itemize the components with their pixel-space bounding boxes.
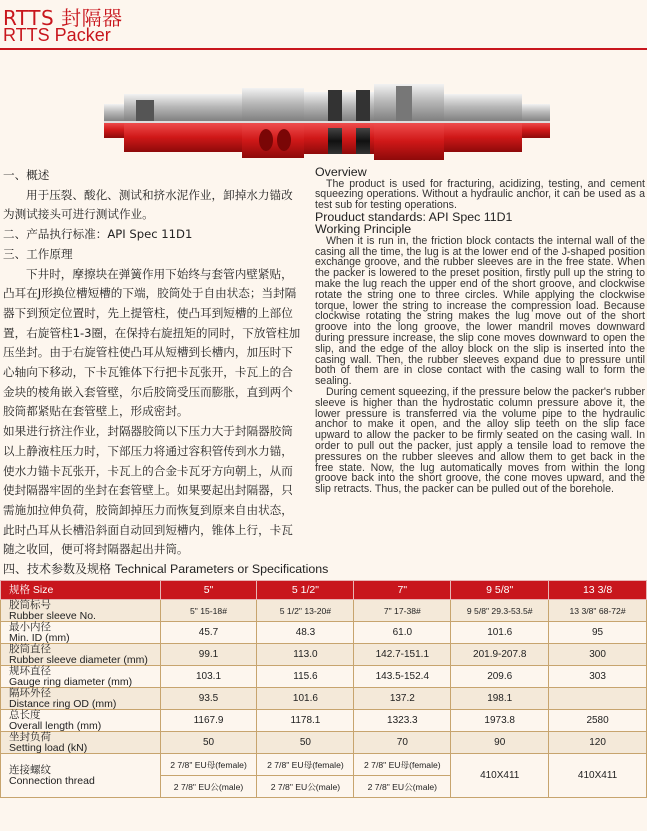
table-cell: 2 7/8" EU母(female) [257, 754, 354, 776]
table-cell: 50 [257, 732, 354, 754]
table-cell: 209.6 [451, 666, 549, 688]
table-row-thread-female [1, 754, 647, 776]
table-row [1, 600, 647, 622]
table-cell: 2 7/8" EU公(male) [257, 776, 354, 798]
english-description [315, 166, 645, 495]
table-cell: 2 7/8" EU母(female) [354, 754, 451, 776]
packer-illustration [96, 70, 556, 170]
header-size: 5" [160, 581, 257, 600]
table-cell: 61.0 [354, 622, 451, 644]
table-cell: 201.9-207.8 [451, 644, 549, 666]
table-cell: 410X411 [549, 754, 647, 798]
row-label-en: Overall length (mm) [9, 719, 102, 732]
table-cell: 142.7-151.1 [354, 644, 451, 666]
table-cell: 115.6 [257, 666, 354, 688]
table-cell: 5" 15-18# [160, 600, 257, 622]
section-overview-en: Overview [315, 165, 367, 179]
chinese-description [3, 166, 303, 560]
principle-p2-cn: 如果进行挤注作业，封隔器胶筒以下压力大于封隔器胶筒以上静液柱压力时，下部压力将通过容积管传到水力锚，使水力锚卡瓦张开，卡瓦上的合金卡瓦牙方向朝上，从而使封隔器牢固的坐封在套管壁上。如果要起出封隔器，只需施加拉伸负荷，胶筒卸掉压力而恢复到原来自由状态，此时凸耳从长槽沿斜面自动回到短槽内，锥体上行，卡瓦随之收回，便可将封隔器起出井筒。 [3, 424, 293, 557]
table-cell: 99.1 [160, 644, 257, 666]
section-principle-cn: 三、工作原理 [3, 246, 73, 261]
section-principle-en: Working Principle [315, 222, 412, 237]
section-overview-cn: 一、概述 [3, 168, 50, 182]
section-standards-en: Prouduct standards: API Spec 11D1 [315, 209, 513, 224]
table-cell: 101.6 [257, 688, 354, 710]
overview-body-en: The product is used for fracturing, acidizing, testing, and cement squeezing operations. Without a hydraulic anchor, it can be used as a test sub for testing operations. [315, 177, 645, 212]
principle-p1-en: When it is run in, the friction block contacts the internal wall of the casing all the time, the lug is at the lower end of the J-shaped position exchange groove, and the rubber sleeves are in the free state. When the packer is lowered to the preset position, firstly pull up the string to make the lug reach the upper end of the short groove, and clockwise rotate the string one to three circles. While applying the clockwise torque, lower the string to increase the compression load. Because clockwise rotating the string makes the lug move out of the short groove into the long groove, the lower mandril moves downward during pressure increase, the slip cone moves downward to open the slip, and the edge of the alloy block on the slip is inserted into the casing wall. Then, the rubber sleeves expand due to pressure until both of them are in close contact with the casing wall to form the sealing. [315, 234, 645, 388]
table-cell: 13 3/8" 68-72# [549, 600, 647, 622]
header-size-label: 规格 Size [1, 581, 161, 600]
row-label-cn: 连接螺纹 [9, 764, 51, 776]
table-cell: 1323.3 [354, 710, 451, 732]
row-label [1, 600, 161, 622]
table-cell: 1973.8 [451, 710, 549, 732]
table-cell: 101.6 [451, 622, 549, 644]
table-header-row [1, 581, 647, 600]
table-row [1, 732, 647, 754]
header-size: 13 3/8 [549, 581, 647, 600]
table-cell: 5 1/2" 13-20# [257, 600, 354, 622]
table-cell: 300 [549, 644, 647, 666]
table-row [1, 688, 647, 710]
table-cell: 90 [451, 732, 549, 754]
row-label [1, 688, 161, 710]
header-size: 5 1/2" [257, 581, 354, 600]
title-en: RTTS Packer [3, 25, 111, 45]
table-cell: 103.1 [160, 666, 257, 688]
table-cell: 7" 17-38# [354, 600, 451, 622]
row-label [1, 666, 161, 688]
section-standards-cn: 二、产品执行标准：API Spec 11D1 [3, 227, 193, 242]
table-cell: 45.7 [160, 622, 257, 644]
row-label-en: Rubber sleeve No. [9, 609, 96, 622]
table-cell: 120 [549, 732, 647, 754]
spec-table [0, 580, 647, 798]
table-cell: 2 7/8" EU公(male) [160, 776, 257, 798]
row-label-en: Rubber sleeve diameter (mm) [9, 653, 148, 666]
header-size: 7" [354, 581, 451, 600]
table-row [1, 644, 647, 666]
table-cell: 95 [549, 622, 647, 644]
table-cell: 1178.1 [257, 710, 354, 732]
row-label-cn: 胶筒标号 [9, 599, 51, 611]
table-cell: 143.5-152.4 [354, 666, 451, 688]
row-label [1, 732, 161, 754]
row-label [1, 754, 161, 798]
table-title-en: Technical Parameters or Specifications [114, 562, 329, 576]
table-cell: 2580 [549, 710, 647, 732]
table-cell: 410X411 [451, 754, 549, 798]
table-cell: 113.0 [257, 644, 354, 666]
row-label-en: Setting load (kN) [9, 741, 88, 754]
row-label [1, 622, 161, 644]
title-divider [0, 48, 647, 50]
principle-p2-en: During cement squeezing, if the pressure below the packer's rubber sleeve is higher than the hydrostatic column pressure above it, the lower pressure is transferred via the volume pipe to the hydraulic anchor to make it open, and the alloy slip teeth on the slip face upward to allow the packer to be firmly seated on the casing wall. In order to pull out the packer, just apply a tensile load to remove the pressures on the rubber sleeves and allow them to get back in the free state. Now, the lug automatically moves from within the long groove back into the short groove, the cone moves upward, and the slip retracts. Thus, the packer can be pulled out of the borehole. [315, 386, 645, 496]
table-cell [549, 688, 647, 710]
header-size: 9 5/8" [451, 581, 549, 600]
row-label-cn: 坐封负荷 [9, 731, 51, 743]
row-label-en: Connection thread [9, 774, 95, 787]
table-row [1, 622, 647, 644]
row-label-en: Min. ID (mm) [9, 631, 70, 644]
row-label [1, 710, 161, 732]
table-cell: 2 7/8" EU公(male) [354, 776, 451, 798]
table-row [1, 710, 647, 732]
row-label-cn: 总长度 [9, 709, 41, 721]
overview-body-cn: 用于压裂、酸化、测试和挤水泥作业，卸掉水力锚改为测试接头可进行测试作业。 [3, 187, 293, 222]
table-cell: 9 5/8" 29.3-53.5# [451, 600, 549, 622]
table-row [1, 666, 647, 688]
table-title-cn: 四、技术参数及规格 [3, 562, 112, 576]
table-cell: 198.1 [451, 688, 549, 710]
principle-p1-cn: 下井时，摩擦块在弹簧作用下始终与套管内壁紧贴，凸耳在J形换位槽短槽的下端，胶筒处于自由状态；当封隔器下到预定位置时，先上提管柱，使凸耳到短槽的上部位置，右旋管柱1-3圈，在保持右旋扭矩的同时，下放管柱加压坐封。由于右旋管柱使凸耳从短槽到长槽内，加压时下心轴向下移动，下卡瓦锥体下行把卡瓦张开，卡瓦上的合金块的棱角嵌入套管壁，尔后胶筒受压而膨胀，直到两个胶筒都紧贴在套管壁上，形成密封。 [3, 266, 301, 419]
row-label-cn: 隔环外径 [9, 687, 51, 699]
table-cell: 2 7/8" EU母(female) [160, 754, 257, 776]
table-title [3, 560, 328, 577]
row-label [1, 644, 161, 666]
table-cell: 1167.9 [160, 710, 257, 732]
row-label-cn: 规环直径 [9, 665, 51, 677]
table-cell: 48.3 [257, 622, 354, 644]
row-label-en: Gauge ring diameter (mm) [9, 675, 133, 688]
title-cn: RTTS 封隔器 [3, 6, 123, 30]
table-cell: 50 [160, 732, 257, 754]
table-cell: 70 [354, 732, 451, 754]
table-cell: 137.2 [354, 688, 451, 710]
row-label-cn: 胶筒直径 [9, 643, 51, 655]
row-label-cn: 最小内径 [9, 621, 51, 633]
table-cell: 303 [549, 666, 647, 688]
table-cell: 93.5 [160, 688, 257, 710]
row-label-en: Distance ring OD (mm) [9, 697, 117, 710]
